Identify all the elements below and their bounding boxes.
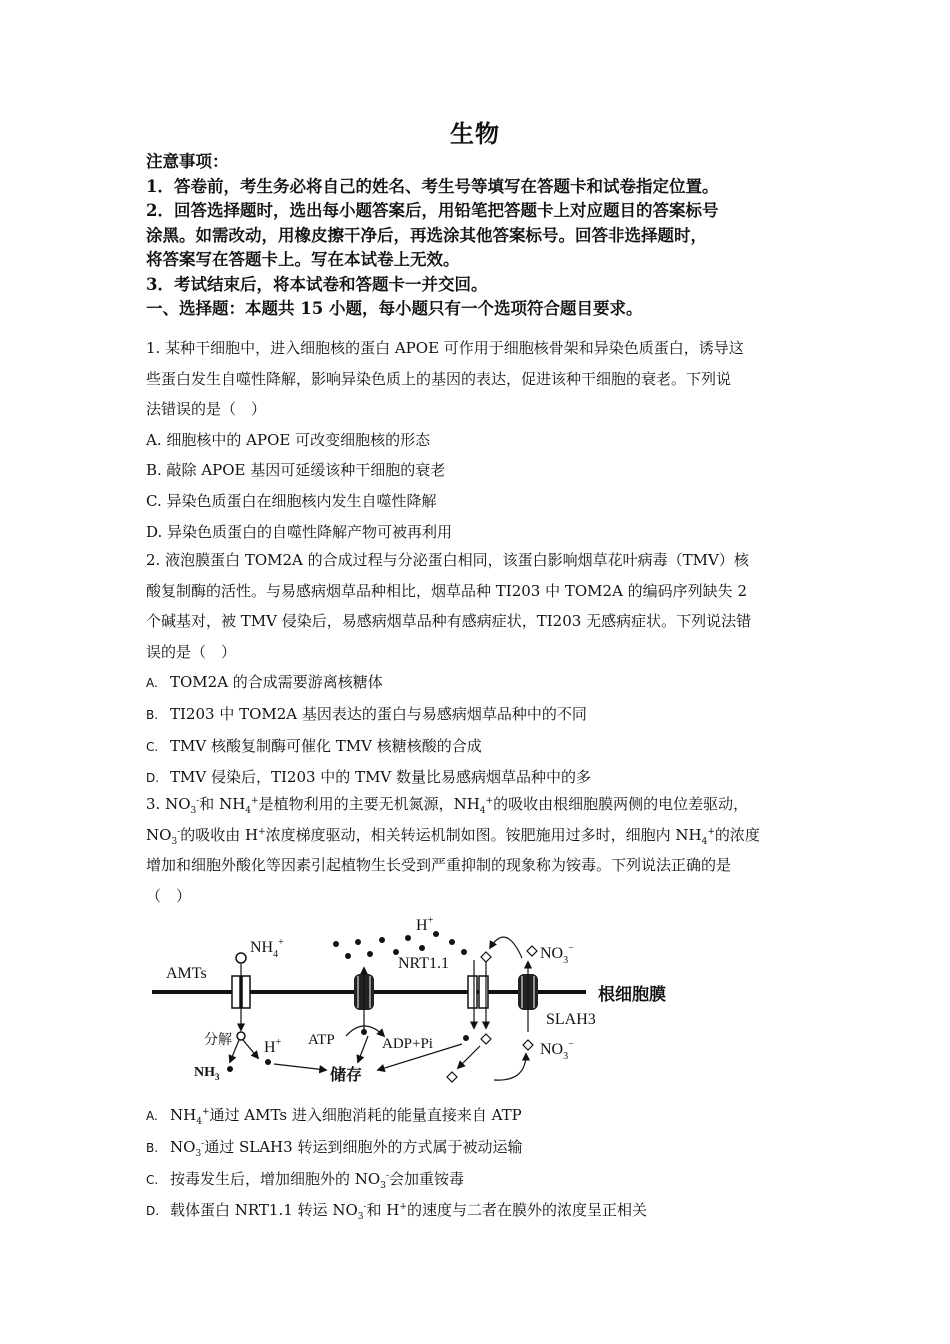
no3-outer-label: $NO_3^-$ [540,943,574,966]
option-letter: C. [146,1172,159,1187]
subscript: 4 [245,806,252,816]
option-b [146,699,816,731]
option-b: B. 敲除 APOE 基因可延缓该种干细胞的衰老 [146,461,446,480]
superscript: + [258,826,266,837]
option-text: 的速度与二者在膜外的浓度呈正相关 [406,1201,647,1220]
option-text: TMV 核酸复制酶可催化 TMV 核糖核酸的合成 [170,736,482,755]
option-letter: D. [146,1204,160,1219]
option-text: NO [170,1137,196,1156]
subscript: 3 [195,1148,202,1159]
stem-text: 的吸收由 H [180,825,259,844]
question-stem-line: （ ） [146,886,192,905]
notice-line: 涂黑。如需改动，用橡皮擦干净后，再选涂其他答案标号。回答非选择题时， [146,225,707,245]
question-1 [146,333,816,548]
question-stem-line: 些蛋白发生自噬性降解，影响异染色质上的基因的表达，促进该种干细胞的衰老。下列说 [146,369,732,388]
section-heading: 一、选择题：本题共 15 小题，每小题只有一个选项符合题目要求。 [146,299,643,318]
question-stem-line: 增加和细胞外酸化等因素引起植物生长受到严重抑制的现象称为铵毒。下列说法正确的是 [146,856,732,874]
option-text: 载体蛋白 NRT1.1 转运 NO [170,1201,358,1220]
proton-pump-icon [354,968,374,1030]
nrt-label: NRT1.1 [398,955,450,972]
question-stem-line [146,789,816,820]
superscript: - [201,1138,205,1149]
stem-text: 是植物利用的主要无机氮源，NH [258,795,480,813]
superscript: - [363,1202,367,1213]
subscript: 4 [701,836,708,847]
nh4-label: $NH_4^+$ [250,937,284,960]
option-c [146,1164,816,1196]
superscript: + [399,1202,407,1213]
option-text: 和 H [366,1201,400,1220]
atp-label: ATP [308,1032,335,1048]
question-stem-line: 2. 液泡膜蛋白 TOM2A 的合成过程与分泌蛋白相同，该蛋白影响烟草花叶病毒（TMV）核 [146,551,749,569]
question-stem-line: 1. 某种干细胞中，进入细胞核的蛋白 APOE 可作用于细胞核骨架和异染色质蛋白，诱导这 [146,339,744,357]
option-text: TOM2A 的合成需要游离核糖体 [170,673,383,691]
subscript: 4 [479,806,486,816]
slah3-label: SLAH3 [546,1011,596,1028]
option-text: 通过 SLAH3 转运到细胞外的方式属于被动运输 [204,1137,523,1156]
transport-diagram [146,912,686,1092]
stem-text: 和 NH [199,795,246,813]
question-3 [146,789,816,911]
subscript: 3 [190,806,197,816]
option-a: A. 细胞核中的 APOE 可改变细胞核的形态 [146,430,431,449]
page-title: 生物 [450,119,500,148]
question-3-options [146,1100,816,1227]
option-c [146,731,816,763]
superscript: + [707,826,715,837]
option-letter: B. [146,707,159,722]
option-letter: D. [146,771,160,786]
notice-heading: 注意事项： [146,152,229,171]
subscript: 3 [357,1212,364,1223]
option-text: 按毒发生后，增加细胞外的 NO [170,1169,381,1188]
option-text: 会加重铵毒 [388,1169,464,1188]
notice-section [146,150,826,322]
nh3-label: $NH_3$ [194,1065,220,1082]
superscript: + [251,796,259,806]
option-text: NH [170,1106,197,1124]
superscript: - [385,1170,389,1181]
superscript: + [201,1107,210,1117]
option-letter: A. [146,676,158,690]
decompose-label: 分解 [204,1033,232,1048]
option-letter: C. [146,739,159,754]
superscript: - [177,826,181,837]
subscript: 3 [171,836,178,847]
slah3-channel-icon [518,946,538,1050]
question-2 [146,545,816,794]
amts-channel-icon [232,953,250,1040]
notice-line: 2．回答选择题时，选出每小题答案后，用铅笔把答题卡上对应题目的答案标号 [146,201,719,220]
amts-label: AMTs [166,965,207,982]
question-stem-line [146,820,816,851]
question-stem-line: 个碱基对，被 TMV 侵染后，易感病烟草品种有感病症状，TI203 无感病症状。下列说法错 [146,612,752,630]
notice-line: 3．考试结束后，将本试卷和答题卡一并交回。 [146,274,488,294]
h-plus-inner-label: H+ [264,1037,282,1056]
adp-label: ADP+Pi [382,1036,433,1052]
no3-inner-label: $NO_3^-$ [540,1039,574,1062]
option-text: 通过 AMTs 进入细胞消耗的能量直接来自 ATP [209,1106,522,1124]
option-c: C. 异染色质蛋白在细胞核内发生自噬性降解 [146,492,437,511]
option-a [146,1100,816,1132]
notice-line: 将答案写在答题卡上。写在本试卷上无效。 [146,250,460,269]
stem-text: 浓度梯度驱动，相关转运机制如图。铵肥施用过多时，细胞内 NH [265,825,702,844]
question-stem-line: 误的是（ ） [146,642,237,661]
option-d: D. 异染色质蛋白的自噬性降解产物可被再利用 [146,522,453,541]
option-a [146,667,816,699]
superscript: - [196,796,200,806]
stem-text: 的吸收由根细胞膜两侧的电位差驱动， [493,795,749,813]
superscript: + [485,796,494,806]
notice-line: 1．答卷前，考生务必将自己的姓名、考生号等填写在答题卡和试卷指定位置。 [146,176,719,196]
storage-label: 储存 [330,1067,363,1084]
membrane-label: 根细胞膜 [598,985,666,1004]
option-text: TI203 中 TOM2A 基因表达的蛋白与易感病烟草品种中的不同 [170,704,587,723]
option-d [146,1195,816,1227]
stem-text: NO [146,825,172,844]
subscript: 4 [196,1117,202,1127]
h-plus-outer-label: H+ [416,915,434,934]
option-letter: B. [146,1140,159,1155]
option-b [146,1132,816,1164]
subscript: 3 [380,1180,386,1191]
stem-text: 的浓度 [714,825,760,844]
stem-text: 3. NO [146,795,191,813]
question-stem-line: 酸复制酶的活性。与易感病烟草品种相比，烟草品种 TI203 中 TOM2A 的编码序列缺失 2 [146,581,747,600]
nrt-transporter-icon [463,952,491,1044]
option-letter: A. [146,1109,158,1123]
option-text: TMV 侵染后，TI203 中的 TMV 数量比易感病烟草品种中的多 [170,768,592,787]
question-stem-line: 法错误的是（ ） [146,400,267,418]
